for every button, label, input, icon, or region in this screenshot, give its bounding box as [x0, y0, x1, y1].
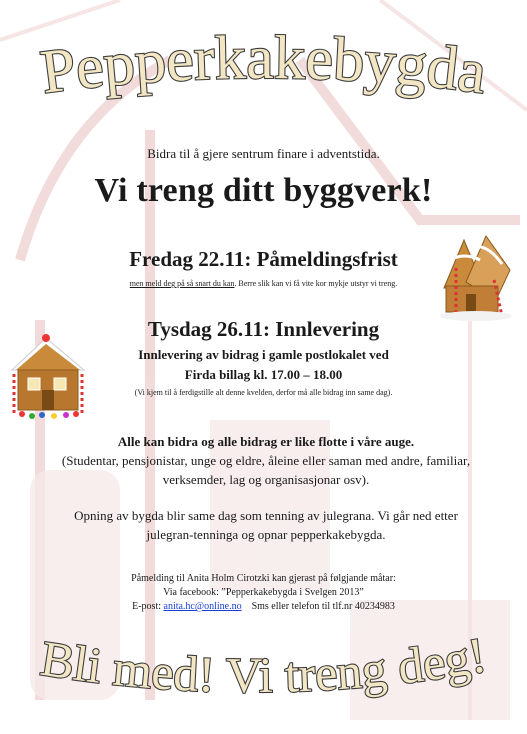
delivery-line-1: Innlevering av bidrag i gamle postlokalet ved	[138, 347, 389, 362]
svg-text:Bli med! Vi treng deg!	[37, 626, 490, 703]
gingerbread-house-icon	[436, 230, 516, 322]
deadline-note-rest: . Berre slik kan vi få vite kor mykje utstyr vi treng.	[234, 279, 398, 288]
delivery-heading: Tysdag 26.11: Innlevering	[147, 317, 380, 341]
email-label: E-post:	[132, 601, 164, 612]
contact-line-1: Påmelding til Anita Holm Cirotzki kan gjerast på følgjande måtar:	[131, 573, 396, 584]
svg-text:Pepperkakebygda	[37, 24, 490, 107]
contact-line-2: Via facebook: ”Pepperkakebygda i Svelgen 2013”	[163, 587, 364, 598]
delivery-note: (Vi kjem til å ferdigstille alt denne kvelden, derfor må alle bidrag inn same dag).	[134, 388, 393, 397]
deadline-note-emphasis: men meld deg på så snart du kan	[129, 279, 235, 288]
everyone-bold: Alle kan bidra og alle bidrag er like flotte i våre auge.	[117, 434, 415, 449]
email-link[interactable]: anita.hc@online.no	[163, 601, 242, 612]
delivery-line-2: Firda billag kl. 17.00 – 18.00	[184, 367, 343, 382]
everyone-rest: (Studentar, pensjonistar, unge og eldre, åleine eller saman med andre, familiar, verksemder, lag og organisasjonar osv).	[61, 453, 471, 487]
footer-slogan	[0, 608, 527, 728]
headline: Vi treng ditt byggverk!	[94, 172, 433, 209]
tagline: Bidra til å gjere sentrum finare i adventstida.	[147, 146, 380, 161]
footer-slogan-text: Bli med! Vi treng deg!	[37, 626, 491, 704]
opening-paragraph: Opning av bygda blir same dag som tenning av julegrana. Vi går ned etter julegran-tenninga og opnar pepperkakebygda.	[74, 508, 458, 542]
phone-text: Sms eller telefon til tlf.nr 40234983	[241, 601, 395, 612]
deadline-heading: Fredag 22.11: Påmeldingsfrist	[129, 247, 398, 271]
everyone-paragraph	[56, 432, 476, 489]
gingerbread-house-icon	[6, 330, 90, 422]
poster-title	[0, 18, 527, 128]
poster-title-text: Pepperkakebygda	[37, 23, 491, 107]
